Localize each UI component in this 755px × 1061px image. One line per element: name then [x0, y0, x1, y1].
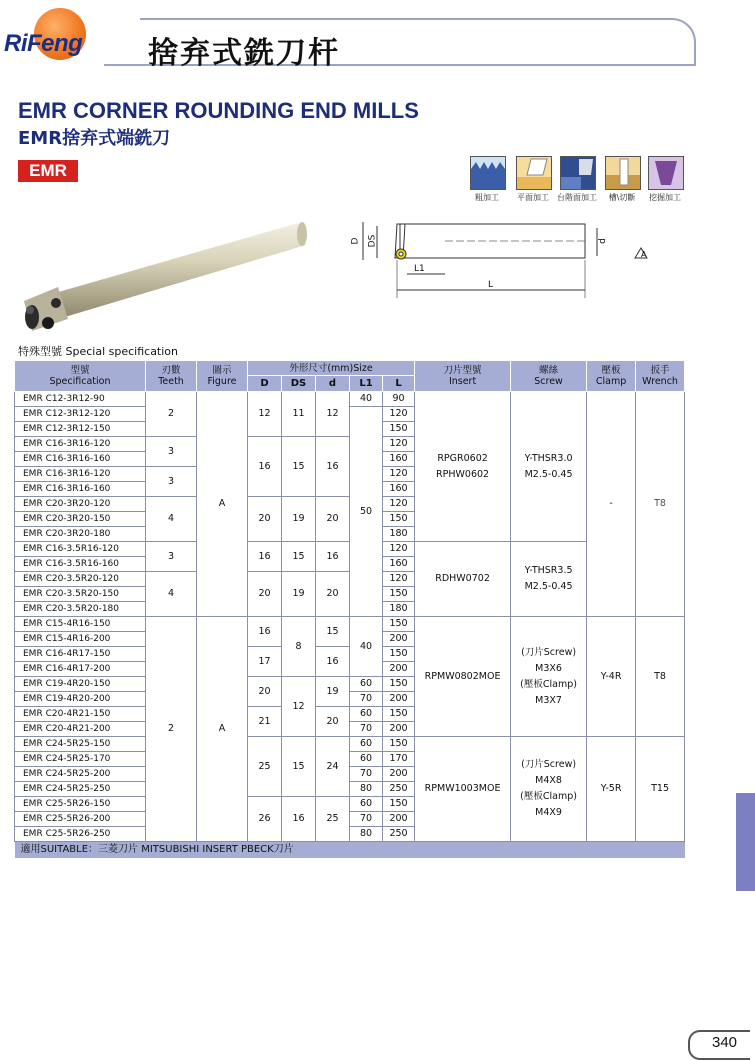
op-label-roughing: 粗加工	[475, 193, 499, 202]
page-number: 340	[712, 1034, 738, 1051]
dim-label-L1: L1	[414, 264, 425, 274]
table-cell: 120	[383, 467, 415, 482]
table-cell: 3	[146, 542, 197, 572]
slotting-icon	[605, 156, 641, 194]
table-cell: EMR C20-3.5R20-180	[15, 602, 146, 617]
table-cell: EMR C25-5R26-150	[15, 797, 146, 812]
table-cell: 16	[248, 542, 282, 572]
table-cell: 120	[383, 407, 415, 422]
dim-label-DS: DS	[367, 234, 378, 248]
cell-text: 刀片型號	[443, 365, 482, 376]
col-D: D	[248, 376, 282, 392]
col-DS: DS	[282, 376, 316, 392]
table-cell: 15	[282, 437, 316, 497]
table-cell: 17	[248, 647, 282, 677]
col-d: d	[316, 376, 350, 392]
table-cell: 120	[383, 542, 415, 557]
table-cell: EMR C19-4R20-200	[15, 692, 146, 707]
table-row	[15, 617, 685, 632]
dim-label-D: D	[350, 237, 361, 245]
table-cell: 20	[248, 677, 282, 707]
table-cell: EMR C20-4R21-200	[15, 722, 146, 737]
figure-label: A	[641, 250, 647, 259]
col-insert	[415, 361, 511, 392]
table-cell: 150	[383, 617, 415, 632]
table-cell: 3	[146, 437, 197, 467]
table-cell: 120	[383, 497, 415, 512]
cell-text: 扳手	[650, 365, 670, 376]
table-cell: 150	[383, 797, 415, 812]
cell-text: Clamp	[595, 376, 627, 387]
table-cell: EMR C20-3R20-150	[15, 512, 146, 527]
table-cell: 160	[383, 452, 415, 467]
table-cell: EMR C15-4R16-200	[15, 632, 146, 647]
table-cell: 16	[248, 617, 282, 647]
table-cell: EMR C20-3R20-120	[15, 497, 146, 512]
table-cell: 20	[316, 497, 350, 542]
table-cell: 180	[383, 602, 415, 617]
table-cell: 60	[350, 707, 383, 722]
table-cell: 12	[316, 392, 350, 437]
series-badge: EMR	[18, 160, 78, 182]
table-cell: EMR C24-5R25-150	[15, 737, 146, 752]
table-cell: EMR C19-4R20-150	[15, 677, 146, 692]
col-L: L	[383, 376, 415, 392]
col-wrench	[636, 361, 685, 392]
table-cell: 20	[248, 572, 282, 617]
cell-text: Screw	[534, 376, 563, 387]
table-cell: T8	[636, 617, 685, 737]
table-cell: 60	[350, 752, 383, 767]
table-cell: 160	[383, 482, 415, 497]
table-cell: 2	[146, 617, 197, 842]
table-cell: 160	[383, 557, 415, 572]
table-cell: A	[197, 392, 248, 617]
header-top-rule	[140, 18, 640, 20]
table-cell: 20	[248, 497, 282, 542]
table-header-row	[15, 361, 685, 376]
cell-text: Figure	[207, 376, 237, 387]
table-cell: 4	[146, 497, 197, 542]
table-cell: 250	[383, 827, 415, 842]
table-cell: 150	[383, 677, 415, 692]
table-cell: 16	[248, 437, 282, 497]
table-cell: EMR C16-4R17-150	[15, 647, 146, 662]
table-cell: EMR C20-3.5R20-150	[15, 587, 146, 602]
table-cell: EMR C12-3R12-90	[15, 392, 146, 407]
table-cell: 15	[316, 617, 350, 647]
cell-text: M4X9	[535, 807, 562, 818]
table-cell: 250	[383, 782, 415, 797]
table-cell: 200	[383, 692, 415, 707]
table-cell: 16	[316, 437, 350, 497]
table-cell: 12	[282, 677, 316, 737]
table-cell: A	[197, 617, 248, 842]
table-cell: EMR C16-3R16-160	[15, 452, 146, 467]
table-cell: 25	[248, 737, 282, 797]
table-cell: 180	[383, 527, 415, 542]
footer-note: 適用SUITABLE：三菱刀片 MITSUBISHI INSERT PBECK刀片	[15, 842, 685, 859]
table-cell: 80	[350, 827, 383, 842]
table-cell: 170	[383, 752, 415, 767]
header-title: 捨弃式銑刀杆	[148, 36, 340, 71]
cell-text: RPGR0602	[437, 452, 488, 464]
cell-text: (刀片Screw)	[521, 759, 577, 770]
table-cell: EMR C25-5R26-250	[15, 827, 146, 842]
table-cell: EMR C16-3R16-120	[15, 437, 146, 452]
table-cell: EMR C12-3R12-150	[15, 422, 146, 437]
cell-text: Insert	[448, 376, 477, 387]
table-cell: 60	[350, 677, 383, 692]
cell-text: M2.5-0.45	[524, 581, 573, 592]
table-cell: 24	[316, 737, 350, 797]
pocketing-icon	[648, 156, 684, 194]
table-cell: 200	[383, 632, 415, 647]
table-cell	[511, 737, 587, 842]
cell-text: (壓板Clamp)	[520, 791, 577, 802]
table-cell: Y-4R	[587, 617, 636, 737]
table-cell: Y-5R	[587, 737, 636, 842]
table-cell	[511, 617, 587, 737]
table-cell: 19	[282, 497, 316, 542]
table-cell: 150	[383, 707, 415, 722]
table-cell: EMR C16-3.5R16-160	[15, 557, 146, 572]
cell-text: Y-THSR3.0	[524, 452, 573, 464]
face-milling-icon	[516, 156, 552, 194]
table-cell: EMR C15-4R16-150	[15, 617, 146, 632]
table-cell: 150	[383, 512, 415, 527]
table-cell: 70	[350, 767, 383, 782]
table-cell: 8	[282, 617, 316, 677]
cell-text: M4X8	[535, 775, 562, 786]
table-cell: 200	[383, 722, 415, 737]
table-cell: 70	[350, 812, 383, 827]
table-cell: 200	[383, 812, 415, 827]
cell-text: 圖示	[212, 365, 232, 376]
cell-text: RPHW0602	[436, 468, 490, 480]
page-title-cn: EMR捨弃式端銑刀	[18, 128, 171, 149]
table-cell: T8	[636, 392, 685, 617]
cell-text: Teeth	[158, 376, 184, 387]
table-cell: 150	[383, 737, 415, 752]
table-cell	[511, 542, 587, 617]
cell-text: M2.5-0.45	[524, 468, 573, 480]
table-cell: 50	[350, 407, 383, 617]
table-cell: 21	[248, 707, 282, 737]
table-cell: 11	[282, 392, 316, 437]
table-cell: EMR C24-5R25-200	[15, 767, 146, 782]
table-cell: EMR C16-3R16-160	[15, 482, 146, 497]
table-cell: EMR C20-3.5R20-120	[15, 572, 146, 587]
cell-text: Specification	[49, 376, 111, 387]
col-clamp	[587, 361, 636, 392]
op-label-pocketing: 挖掘加工	[649, 193, 681, 202]
table-cell: 120	[383, 572, 415, 587]
page-title-en: EMR CORNER ROUNDING END MILLS	[18, 98, 419, 123]
roughing-icon	[470, 156, 506, 194]
header-frame-curve	[640, 18, 696, 66]
section-tab	[736, 793, 755, 891]
table-cell: 70	[350, 722, 383, 737]
table-cell: 40	[350, 392, 383, 407]
table-cell: EMR C20-3R20-180	[15, 527, 146, 542]
col-size: 外形尺寸(mm)Size	[248, 361, 415, 376]
table-cell: RPMW1003MOE	[415, 737, 511, 842]
cell-text: M3X7	[535, 694, 562, 706]
table-cell: 60	[350, 737, 383, 752]
col-L1: L1	[350, 376, 383, 392]
cell-text: 刃數	[161, 365, 181, 376]
table-cell: 150	[383, 587, 415, 602]
table-cell: EMR C25-5R26-200	[15, 812, 146, 827]
cell-text: M3X6	[535, 662, 562, 674]
table-cell: EMR C16-3.5R16-120	[15, 542, 146, 557]
table-cell: EMR C24-5R25-250	[15, 782, 146, 797]
table-cell: 80	[350, 782, 383, 797]
table-cell: 16	[316, 647, 350, 677]
table-cell: 120	[383, 437, 415, 452]
table-cell	[415, 392, 511, 542]
table-cell: RDHW0702	[415, 542, 511, 617]
col-model	[15, 361, 146, 392]
spec-caption: 特殊型號 Special specification	[18, 345, 178, 358]
cell-text: Y-THSR3.5	[524, 565, 573, 576]
cell-text: (刀片Screw)	[521, 646, 577, 658]
col-teeth	[146, 361, 197, 392]
dim-label-L: L	[488, 280, 494, 290]
cell-text: 型號	[70, 365, 90, 376]
table-cell: 20	[316, 707, 350, 737]
table-cell: 15	[282, 737, 316, 797]
logo: RiFeng	[4, 30, 83, 57]
cell-text: Wrench	[642, 376, 678, 387]
col-figure	[197, 361, 248, 392]
table-cell: 16	[316, 542, 350, 572]
table-row	[15, 392, 685, 407]
table-cell: RPMW0802MOE	[415, 617, 511, 737]
table-cell: 15	[282, 542, 316, 572]
table-cell: 90	[383, 392, 415, 407]
table-footer-row	[15, 842, 685, 859]
cell-text: 壓板	[601, 365, 621, 376]
table-row	[15, 737, 685, 752]
table-cell: 200	[383, 767, 415, 782]
table-cell: 2	[146, 392, 197, 437]
dimension-drawing	[345, 218, 665, 307]
shoulder-milling-icon	[560, 156, 596, 194]
table-cell: EMR C12-3R12-120	[15, 407, 146, 422]
spec-table	[14, 360, 685, 858]
op-label-slotting: 槽\切斷	[608, 193, 636, 202]
col-screw	[511, 361, 587, 392]
table-cell: EMR C16-4R17-200	[15, 662, 146, 677]
dim-label-d: d	[597, 238, 608, 244]
table-cell: 3	[146, 467, 197, 497]
table-cell: T15	[636, 737, 685, 842]
table-cell: 70	[350, 692, 383, 707]
op-label-shoulder: 台階面加工	[557, 193, 597, 202]
table-cell: 25	[316, 797, 350, 842]
table-cell	[511, 392, 587, 542]
table-cell: 40	[350, 617, 383, 677]
table-cell: 60	[350, 797, 383, 812]
table-cell: 150	[383, 647, 415, 662]
table-cell: 19	[282, 572, 316, 617]
table-cell: 4	[146, 572, 197, 617]
table-cell: 16	[282, 797, 316, 842]
product-photo	[18, 215, 318, 344]
table-cell: 19	[316, 677, 350, 707]
table-cell: EMR C20-4R21-150	[15, 707, 146, 722]
table-cell: 150	[383, 422, 415, 437]
table-cell: EMR C16-3R16-120	[15, 467, 146, 482]
table-cell: 12	[248, 392, 282, 437]
op-label-face: 平面加工	[517, 193, 549, 202]
table-cell: -	[587, 392, 636, 617]
table-cell: 200	[383, 662, 415, 677]
table-cell: 26	[248, 797, 282, 842]
table-cell: 20	[316, 572, 350, 617]
table-cell: EMR C24-5R25-170	[15, 752, 146, 767]
cell-text: (壓板Clamp)	[520, 678, 577, 690]
cell-text: 螺絲	[539, 365, 559, 376]
